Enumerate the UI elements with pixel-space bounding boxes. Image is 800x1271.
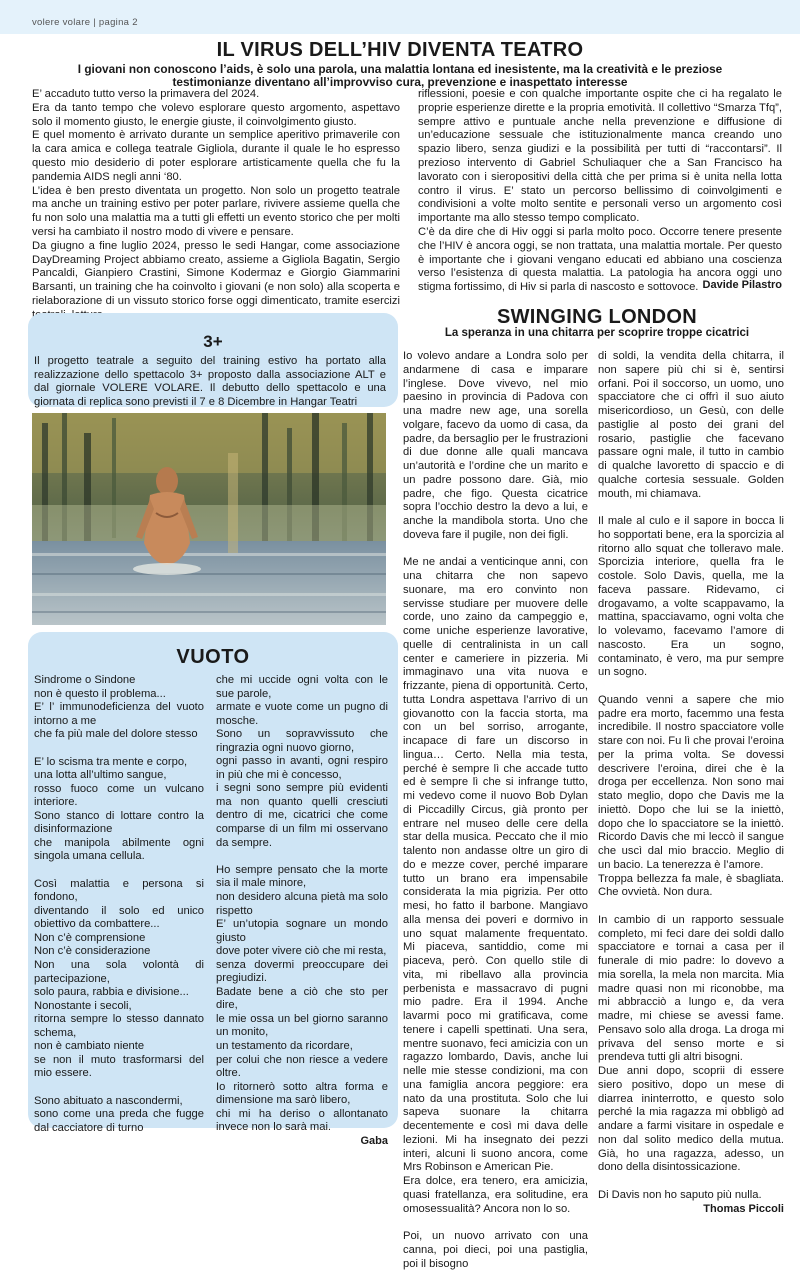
poem-line: Sono abituato a nascondermi,: [34, 1094, 183, 1107]
author-signature: Davide Pilastro: [702, 279, 782, 291]
poem-line: ogni passo in avanti, ogni respiro in più che mi è concesso,: [216, 755, 388, 781]
paragraph: Poi, un nuovo arrivato con una canna, poi dieci, poi una pastiglia, poi il bisogno: [403, 1230, 588, 1270]
poem-line: Ho sempre pensato che la morte sia il male minore,: [216, 863, 388, 890]
article-title-swinging-london: SWINGING LONDON: [496, 306, 698, 328]
poem-line: che manipola abilmente ogni singola umana cellula.: [34, 836, 204, 863]
poem-line: Io ritornerò sotto altra forma e dimensione ma sarò libero,: [216, 1080, 388, 1107]
poem-line: E’ l’ immunodeficienza del vuoto intorno a me: [34, 701, 204, 727]
paragraph: di soldi, la vendita della chitarra, il non sapere più chi si è, sentirsi orfani. Poi il soccorso, un uomo, uno spacciatore che ci offrì il suo aiuto misericordioso, un Gesù, con delle pastiglie al posto dei grani del rosario, pastiglie che facevano passare ogni male, il tutto in cambio di qualche lavoretto di spaccio e di qualche cortesia sessuale. Golden mouth, mi chiamava.: [598, 350, 784, 500]
poem-line: una lotta all’ultimo sangue,: [34, 769, 167, 782]
paragraph: E quel momento è arrivato durante un semplice aperitivo primaverile con la cara amica e collega teatrale Gigliola, durante il quale le ho espresso questo mio desiderio di poter esplorare artisticamente quella che fu la pandemia AIDS negli anni ‘80.: [32, 129, 400, 183]
poem-line: Nonostante i secoli,: [34, 999, 132, 1012]
box-text-3plus: Il progetto teatrale a seguito del training estivo ha portato alla realizzazione dello spettacolo 3+ proposto dalla associazione ALT e dal giornale VOLERE VOLARE. Il debutto dello spettacolo e una giornata di replica sono previsti il 7 e 8 Dicembre in Hangar Teatri: [34, 355, 386, 408]
paragraph: riflessioni, poesie e con qualche importante ospite che ci ha regalato le proprie esperienze dirette e la propria emotività. Il collettivo “Smarza Tfq”, sempre attivo e puntuale anche nella prevenzione e diffusione di un’educazione sessuale che istituzionalmente manca creando uno spazio libero, senza giudizi e la possibilità per tutti di “raccontarsi”. Il prezioso intervento di Gabriel Schuliaquer che a San Francisco ha lavorato con i sieropositivi della città che per prima si è unita nella lotta contro il virus. E’ stato un percorso bellissimo di coinvolgimenti e condivisioni a volte molto sentite e personali verso un argomento così importante ma allo stesso tempo complicato.: [418, 88, 782, 225]
paragraph: Troppa bellezza fa male, è sbagliata. Che ovvietà. Non dura.: [598, 872, 784, 899]
article-swinging-column-2: [598, 350, 784, 1216]
paragraph: In cambio di un rapporto sessuale completo, mi feci dare dei soldi dallo spacciatore e tornai a casa per il funerale di mio padre: lo dovevo a mia sorella, la mela non marcita. Mia madre quasi non mi riconobbe, ma mi abbracciò a lungo e, da vera madre, mi chiese se avessi fame. Pensavo solo alla droga. La droga mi privava del senso morte e si prendeva tutti gli altri bisogni.: [598, 913, 784, 1064]
poem-line: Non c’è considerazione: [34, 945, 151, 958]
poem-line: se non il muto trasformarsi del mio essere.: [34, 1053, 204, 1080]
poem-line: Non c’è comprensione: [34, 931, 146, 944]
poem-line: Badate bene a ciò che sto per dire,: [216, 985, 388, 1012]
poem-line: i segni sono sempre più evidenti ma non quanto quelli cresciuti dentro di me, cicatrici che come comparse di un film mi osservano da sempre.: [216, 782, 388, 849]
poem-line: che fa più male del dolore stesso: [34, 728, 198, 741]
poem-line: non è cambiato niente: [34, 1040, 145, 1053]
paragraph: Due anni dopo, scoprii di essere siero positivo, dopo un mese di diarrea ininterrotto, e questo solo perché la mia ragazza mi obbligò ad andare a farmi visitare in ospedale e non dal solito medico della mutua. Già, ho una ragazza, adesso, un dono della disintossicazione.: [598, 1065, 784, 1174]
poem-line: Sindrome o Sindone: [34, 674, 136, 686]
poem-line: ritorna sempre lo stesso dannato schema,: [34, 1013, 204, 1039]
poem-line: dove poter vivere ciò che mi resta,: [216, 945, 387, 958]
poem-line: non è questo il problema...: [34, 687, 166, 700]
poem-column-2: [216, 674, 388, 1148]
paragraph: Era dolce, era tenero, era amicizia, quasi fratellanza, era solitudine, era omosessualità? Ancora non lo so.: [403, 1175, 588, 1215]
painting-image: [32, 413, 386, 625]
author-signature-thomas: Thomas Piccoli: [703, 1202, 784, 1215]
poem-signature: Gaba: [360, 1134, 388, 1147]
poem-title-vuoto: VUOTO: [176, 646, 250, 668]
article-subtitle-hiv: I giovani non conoscono l’aids, è solo una parola, una malattia lontana ed inesistente, ma la creatività e le preziose testimonianze diventano all’improvviso cura, prevenzione e inaspettato interesse: [77, 62, 723, 89]
poem-line: che mi uccide ogni volta con le sue parole,: [216, 674, 388, 700]
paragraph: C’è da dire che di Hiv oggi si parla molto poco. Occorre tenere presente che l’HIV è ancora oggi, se non trattata, una malattia mortale. Per questo è importante che i giovani vengano educati ed abbiano una coscienza verso l’esistenza di questa malattia. La patologia ha ancora oggi uno stigma fortissimo, di Hiv si parla di nascosto e sottovoce.: [418, 225, 782, 294]
poem-line: armate e vuote come un pugno di mosche.: [216, 701, 388, 727]
poem-line: Sono un sopravvissuto che ringrazia ogni nuovo giorno,: [216, 728, 388, 754]
paragraph: Da giugno a fine luglio 2024, presso le sedi Hangar, come associazione DayDreaming Project abbiamo creato, assieme a Gigliola Bagatin, Sergio Pancaldi, Gianpiero Crastini, Simone Kodermaz e Giorgio Giammarini Barsanti, un training che ha coinvolto i giovani (e non solo) alla scoperta e rielaborazione di un vissuto storico forse oggi dimenticato, tramite esercizi: [32, 239, 400, 307]
paragraph: Era da tanto tempo che volevo esplorare questo argomento, aspettavo solo il momento giusto, le energie giuste, il coinvolgimento giusto.: [32, 101, 400, 128]
paragraph: Il male al culo e il sapore in bocca li ho sopportati bene, era la sporcizia al ritorno allo squat che tolleravo male. Sporcizia interiore, quella fra le costole. Solo Davis, quella, me la faceva passare. Ridevamo, ci drogavamo, a volte scappavamo, la mattina, spacciavamo, ogni volta che lo volevamo, facevamo l’amore di nascosto. Era un sogno, contaminato, è vero, ma pur sempre un sogno.: [598, 515, 784, 679]
paragraph: Io volevo andare a Londra solo per andarmene di casa e imparare l’inglese. Dove vivevo, nel mio paesino in provincia di Padova con una madre new age, una sorella volgare, facevo da uomo di casa, da padre, da bersaglio per le frustrazioni di due donne alle quali mancava un’autorità e l’ordine che un marito e un padre possono dare. Già, mio padre, che figo. Questa cicatrice sopra l’occhio destro la devo a lui, e anche la mandibola storta. Uno che doveva fare il pugile, non dei figli.: [403, 350, 588, 541]
poem-line: Non una sola volontà di partecipazione,: [34, 958, 204, 985]
poem-line: chi mi ha deriso o allontanato invece non lo sarà mai.: [216, 1107, 388, 1134]
article-title-hiv: IL VIRUS DELL’HIV DIVENTA TEATRO: [216, 39, 584, 61]
poem-line: solo paura, rabbia e divisione...: [34, 986, 189, 999]
poem-line: E’ lo scisma tra mente e corpo,: [34, 755, 188, 768]
paragraph: L’idea è ben presto diventata un progetto. Non solo un progetto teatrale ma anche un training estivo per poter parlare, rivivere assieme quella che fu non solo una malattia ma a tutti gli effetti un evento storico che per molti versi ha cambiato il nostro modo di vivere e pensare.: [32, 184, 400, 238]
article-hiv-column-2: [418, 88, 782, 295]
poem-line: Sono stanco di lottare contro la disinformazione: [34, 809, 204, 836]
article-swinging-column-1: [403, 350, 588, 1271]
poem-line: per colui che non riesce a vedere oltre.: [216, 1053, 388, 1080]
poem-line: senza dovermi preoccupare dei pregiudizi.: [216, 958, 388, 985]
box-title-3plus: 3+: [203, 332, 223, 351]
poem-line: diventando il solo ed unico obiettivo da combattere...: [34, 904, 204, 931]
painting-figure-icon: [32, 413, 386, 625]
page-header-label: volere volare | pagina 2: [32, 17, 138, 28]
poem-line: un testamento da ricordare,: [216, 1040, 353, 1053]
article-hiv-column-1: [32, 88, 400, 323]
poem-line: E’ un’utopia sognare un mondo giusto: [216, 918, 388, 944]
poem-line: Così malattia e persona si fondono,: [34, 877, 204, 904]
article-subtitle-swinging-london: La speranza in una chitarra per scoprire troppe cicatrici: [444, 327, 750, 339]
paragraph: Di Davis non ho saputo più nulla.: [598, 1188, 762, 1201]
paragraph: E’ accaduto tutto verso la primavera del 2024.: [32, 88, 260, 100]
poem-line: rosso fuoco come un vulcano interiore.: [34, 782, 204, 809]
poem-line: non desidero alcuna pietà ma solo rispetto: [216, 891, 388, 917]
poem-line: le mie ossa un bel giorno saranno un monito,: [216, 1012, 388, 1039]
paragraph: Me ne andai a venticinque anni, con una chitarra che non sapevo suonare, ma ero convinto non servisse studiare per muovere delle corde, uno zaino da campeggio e, come uniche esperienze lavorative, quelle di centralinista in un call center e cameriere in pizzeria. Mi immaginavo una vita nuova e frizzante, piena di opportunità. Certo, tutta Londra aspettava l’arrivo di un giovanotto con la faccia storta, ma con un bel sorriso, arrogante, incapace di fare un discorso in lingua… Certo. Nella mia testa, perché è sempre lì che accade tutto ed è sempre lì che si infrange tutto, mi vedevo come il nuovo Bob Dylan di Piccadilly Circus, già pronto per entrare nel museo delle cere della star della musica. Peccato che il mio talento non andasse oltre un giro di do e mezze cover, perché imparare tutto un brano era impensabile considerata la mia pigrizia. Per otto mesi, ho fatto il barbone. Mangiavo alla mensa dei poveri e dormivo in uno squat malamente frequentato. Mi piaceva, santiddio, come mi piaceva, però. Con quello stile di vita, mi ribellavo alla provincia perbenista e massacravo di pugni mio padre. Era il 1994. Anche lavarmi poco mi gratificava, come tenere i capelli spettinati. Una sera, mentre suonavo, feci amicizia con un ragazzo lombardo, Davis, anche lui nelle mie stesse condizioni, ma con una famiglia ancora peggiore: era nato da una prostituta. Solo che lui sapeva suonare la chitarra decentemente e così mi dava delle lezioni. Mi ha insegnato dei pezzi interi, alcuni li suono ancora, come Mrs Robinson e American Pie.: [403, 556, 588, 1174]
paragraph: Quando venni a sapere che mio padre era morto, facemmo una festa incredibile. Il nostro spacciatore volle stare con noi. Fu lì che provai l’eroina per la prima volta. Se dovessi descrivere l’eroina, direi che è la droga per eccellenza. Non sono mai stato meglio, dopo che Davis me la iniettò. Dopo che lui se la iniettò, dopo che lo spacciatore se la iniettò. Ricordo Davis che mi leccò il sangue che uscì dal mio braccio. Meglio di un bacio. La tenerezza è l’amore.: [598, 693, 784, 871]
poem-line: sono come una preda che fugge dal cacciatore di turno: [34, 1108, 204, 1134]
poem-column-1: [34, 674, 204, 1135]
